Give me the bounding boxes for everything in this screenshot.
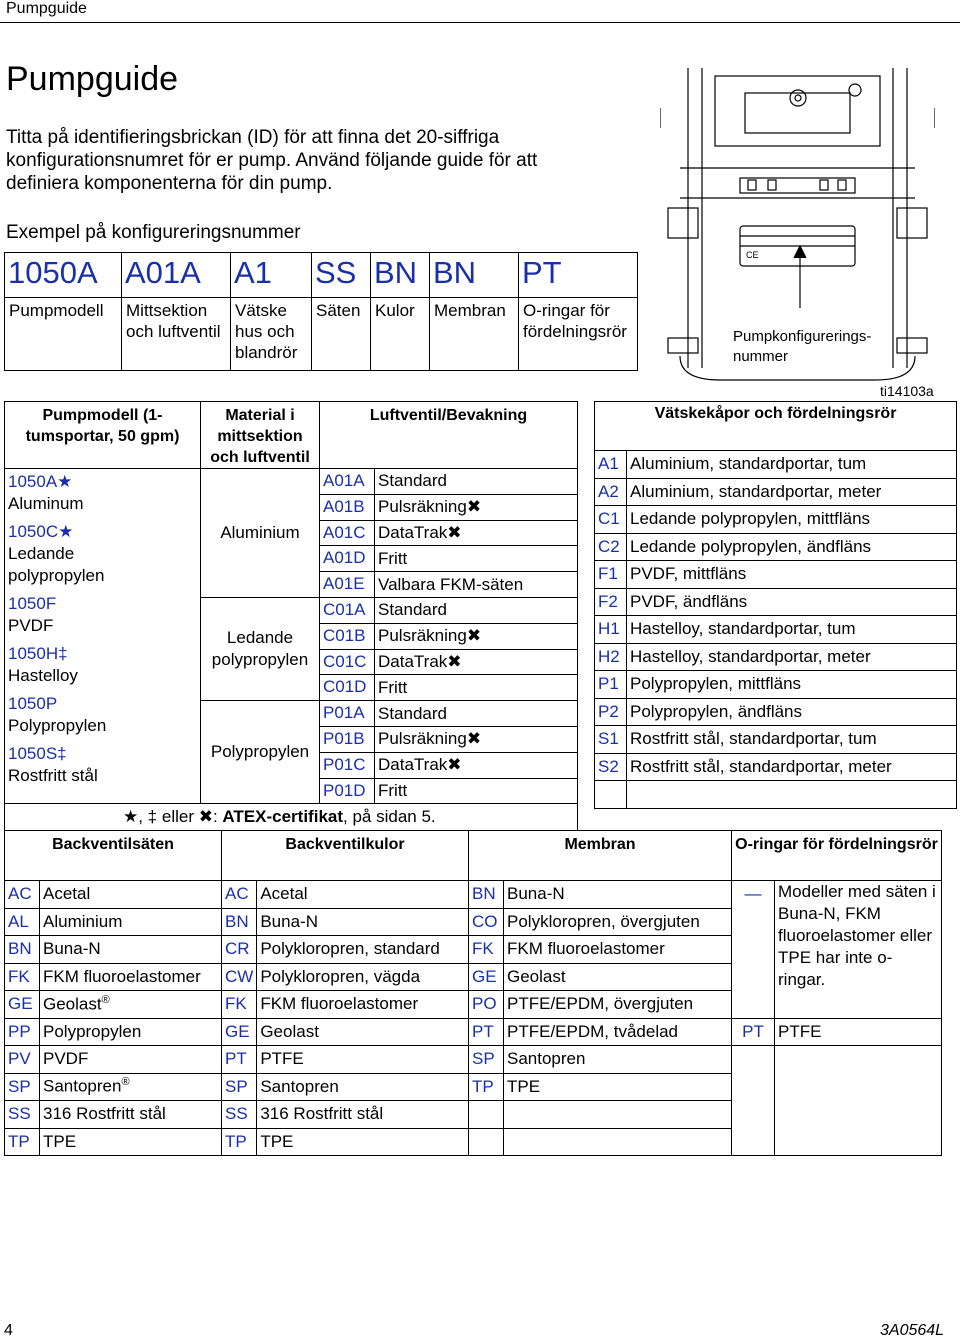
config-code: A1 (231, 253, 312, 298)
seat-desc-text: Geolast (43, 994, 102, 1014)
membrane-desc: Polykloropren, övergjuten (504, 908, 732, 936)
model-code: 1050A★ (8, 472, 73, 491)
ball-desc: 316 Rostfritt stål (257, 1101, 469, 1129)
model-code: 1050F (8, 594, 57, 613)
fluid-desc: PVDF, mittfläns (627, 561, 957, 589)
col-header-model: Pumpmodell (1-tumsportar, 50 gpm) (5, 402, 201, 469)
fluid-code: P2 (595, 698, 627, 726)
atex-note (5, 804, 578, 831)
ball-code: SP (222, 1073, 257, 1101)
valve-desc: Pulsräkning✖ (375, 726, 578, 752)
model-name: Polypropylen (8, 716, 107, 735)
atex-note-link[interactable]: ATEX-certifikat (222, 807, 344, 827)
config-label: Vätske hus och blandrör (231, 298, 312, 371)
material-cell: Ledande polypropylen (201, 597, 320, 700)
seat-desc-text: Santopren (43, 1077, 122, 1097)
config-label: Kulor (371, 298, 430, 371)
atex-note-page: , på sidan 5. (343, 807, 436, 827)
col-header-orings: O-ringar för fördelningsrör (732, 831, 942, 881)
ball-code: PT (222, 1046, 257, 1074)
membrane-desc: Geolast (504, 963, 732, 991)
model-code: 1050S‡ (8, 744, 67, 763)
config-code: 1050A (5, 253, 122, 298)
doc-id: 3A0564L (880, 1322, 945, 1339)
valve-code: A01A (320, 469, 375, 495)
model-name: Ledande polypropylen (8, 544, 105, 585)
fluid-desc-empty (627, 781, 957, 809)
ball-code: CR (222, 936, 257, 964)
col-header-membrane: Membran (469, 831, 732, 881)
registered-mark: ® (121, 1076, 130, 1089)
oring-code: — (732, 881, 775, 1019)
membrane-empty (504, 1128, 732, 1156)
config-example-table (4, 252, 638, 371)
seat-code: BN (5, 936, 40, 964)
ball-code: TP (222, 1128, 257, 1156)
seat-desc (40, 1073, 222, 1101)
config-label: Membran (430, 298, 519, 371)
material-cell: Aluminium (201, 469, 320, 598)
fluid-code: H2 (595, 643, 627, 671)
fluid-desc: Polypropylen, mittfläns (627, 671, 957, 699)
fluid-code: A2 (595, 478, 627, 506)
fluid-code: A1 (595, 451, 627, 479)
ball-desc: Buna-N (257, 908, 469, 936)
model-code: 1050C★ (8, 522, 74, 541)
fluid-code: C1 (595, 506, 627, 534)
valve-code: A01D (320, 546, 375, 572)
membrane-code: PT (469, 1018, 504, 1046)
ball-desc: Polykloropren, vägda (257, 963, 469, 991)
ball-code: AC (222, 881, 257, 909)
seat-ball-membrane-table (4, 830, 942, 1156)
valve-desc: Fritt (375, 675, 578, 701)
fluid-desc: Rostfritt stål, standardportar, tum (627, 726, 957, 754)
model-name: Hastelloy (8, 666, 78, 685)
valve-desc: Pulsräkning✖ (375, 494, 578, 520)
membrane-desc: PTFE/EPDM, övergjuten (504, 991, 732, 1019)
valve-code: A01C (320, 520, 375, 546)
fluid-code: S1 (595, 726, 627, 754)
seat-desc: Acetal (40, 881, 222, 909)
model-list-cell (5, 469, 201, 804)
valve-desc: Standard (375, 469, 578, 495)
col-header-balls: Backventilkulor (222, 831, 469, 881)
valve-desc: Standard (375, 701, 578, 727)
pump-model-table (4, 401, 578, 831)
model-name: PVDF (8, 616, 54, 635)
fluid-code: C2 (595, 533, 627, 561)
valve-code: C01B (320, 623, 375, 649)
fluid-desc: Hastelloy, standardportar, tum (627, 616, 957, 644)
ball-desc: FKM fluoroelastomer (257, 991, 469, 1019)
config-code: PT (519, 253, 638, 298)
model-name: Aluminum (8, 494, 84, 513)
valve-code: P01D (320, 778, 375, 804)
valve-code: C01D (320, 675, 375, 701)
material-cell: Polypropylen (201, 701, 320, 804)
seat-desc (40, 991, 222, 1019)
ball-desc: Polykloropren, standard (257, 936, 469, 964)
valve-code: C01A (320, 597, 375, 623)
membrane-desc: PTFE/EPDM, tvådelad (504, 1018, 732, 1046)
membrane-empty (469, 1101, 504, 1129)
page-title: Pumpguide (6, 60, 179, 98)
ce-mark: CE (746, 250, 759, 260)
valve-desc: Fritt (375, 546, 578, 572)
config-label: Säten (312, 298, 371, 371)
model-code: 1050P (8, 694, 58, 713)
model-code: 1050H‡ (8, 644, 68, 663)
ball-desc: Acetal (257, 881, 469, 909)
valve-code: P01B (320, 726, 375, 752)
fluid-desc: Ledande polypropylen, ändfläns (627, 533, 957, 561)
intro-paragraph: Titta på identifieringsbrickan (ID) för att finna det 20-siffriga konfigurationsnumret för er pump. Använd följande guide för att definiera komponenterna för din pump. (6, 127, 538, 194)
ball-desc: TPE (257, 1128, 469, 1156)
model-name: Rostfritt stål (8, 766, 98, 785)
seat-desc: 316 Rostfritt stål (40, 1101, 222, 1129)
membrane-code: PO (469, 991, 504, 1019)
seat-desc: TPE (40, 1128, 222, 1156)
fluid-desc: PVDF, ändfläns (627, 588, 957, 616)
atex-note-symbols: ★, ‡ eller ✖: (123, 807, 223, 827)
valve-desc: Valbara FKM-säten (375, 572, 578, 598)
registered-mark: ® (101, 993, 110, 1006)
membrane-desc: Santopren (504, 1046, 732, 1074)
config-label: Mittsektion och luftventil (122, 298, 231, 371)
valve-code: A01E (320, 572, 375, 598)
valve-code: A01B (320, 494, 375, 520)
ball-code: FK (222, 991, 257, 1019)
valve-desc: DataTrak✖ (375, 520, 578, 546)
membrane-code: FK (469, 936, 504, 964)
membrane-desc: Buna-N (504, 881, 732, 909)
seat-desc: FKM fluoroelastomer (40, 963, 222, 991)
ball-code: CW (222, 963, 257, 991)
seat-code: GE (5, 991, 40, 1019)
seat-code: FK (5, 963, 40, 991)
valve-code: P01C (320, 752, 375, 778)
seat-code: AL (5, 908, 40, 936)
seat-desc: Buna-N (40, 936, 222, 964)
seat-code: PV (5, 1046, 40, 1074)
figure-id: ti14103a (880, 383, 934, 399)
col-header-valve: Luftventil/Bevakning (320, 402, 578, 469)
fluid-desc: Rostfritt stål, standardportar, meter (627, 753, 957, 781)
seat-desc: Polypropylen (40, 1018, 222, 1046)
seat-code: TP (5, 1128, 40, 1156)
valve-desc: DataTrak✖ (375, 752, 578, 778)
membrane-desc: TPE (504, 1073, 732, 1101)
ball-desc: PTFE (257, 1046, 469, 1074)
fluid-desc: Aluminium, standardportar, tum (627, 451, 957, 479)
ball-desc: Santopren (257, 1073, 469, 1101)
valve-code: P01A (320, 701, 375, 727)
valve-desc: Pulsräkning✖ (375, 623, 578, 649)
membrane-desc: FKM fluoroelastomer (504, 936, 732, 964)
config-code: BN (371, 253, 430, 298)
fluid-code: P1 (595, 671, 627, 699)
page-number: 4 (4, 1322, 13, 1339)
running-header: Pumpguide (6, 0, 87, 17)
fluid-desc: Ledande polypropylen, mittfläns (627, 506, 957, 534)
config-code: BN (430, 253, 519, 298)
ball-desc: Geolast (257, 1018, 469, 1046)
membrane-code: TP (469, 1073, 504, 1101)
oring-code: PT (732, 1018, 775, 1046)
oring-desc: PTFE (775, 1018, 942, 1046)
seat-desc: Aluminium (40, 908, 222, 936)
valve-desc: DataTrak✖ (375, 649, 578, 675)
membrane-code: CO (469, 908, 504, 936)
fluid-code: F1 (595, 561, 627, 589)
valve-desc: Standard (375, 597, 578, 623)
valve-code: C01C (320, 649, 375, 675)
fluid-desc: Aluminium, standardportar, meter (627, 478, 957, 506)
seat-code: PP (5, 1018, 40, 1046)
valve-desc: Fritt (375, 778, 578, 804)
oring-desc: Modeller med säten i Buna-N, FKM fluoroelastomer eller TPE har inte o-ringar. (775, 881, 942, 1019)
fluid-desc: Polypropylen, ändfläns (627, 698, 957, 726)
col-header-material: Material i mittsektion och luftventil (201, 402, 320, 469)
membrane-empty (469, 1128, 504, 1156)
col-header-seats: Backventilsäten (5, 831, 222, 881)
fluid-code: H1 (595, 616, 627, 644)
figure-caption: Pumpkonfigurerings-nummer (733, 328, 872, 365)
membrane-code: BN (469, 881, 504, 909)
membrane-empty (504, 1101, 732, 1129)
config-label: Pumpmodell (5, 298, 122, 371)
seat-code: SS (5, 1101, 40, 1129)
example-heading: Exempel på konfigureringsnummer (6, 222, 301, 243)
seat-code: SP (5, 1073, 40, 1101)
seat-code: AC (5, 881, 40, 909)
ball-code: SS (222, 1101, 257, 1129)
ball-code: GE (222, 1018, 257, 1046)
col-header-fluid: Vätskekåpor och fördelningsrör (595, 402, 957, 451)
oring-empty (775, 1046, 942, 1156)
oring-empty (732, 1046, 775, 1156)
membrane-code: GE (469, 963, 504, 991)
config-code: SS (312, 253, 371, 298)
fluid-code: S2 (595, 753, 627, 781)
fluid-cover-table (594, 401, 957, 809)
config-code: A01A (122, 253, 231, 298)
membrane-code: SP (469, 1046, 504, 1074)
fluid-code: F2 (595, 588, 627, 616)
fluid-code-empty (595, 781, 627, 809)
fluid-desc: Hastelloy, standardportar, meter (627, 643, 957, 671)
seat-desc: PVDF (40, 1046, 222, 1074)
header-rule (0, 22, 960, 23)
config-label: O-ringar för fördelningsrör (519, 298, 638, 371)
ball-code: BN (222, 908, 257, 936)
